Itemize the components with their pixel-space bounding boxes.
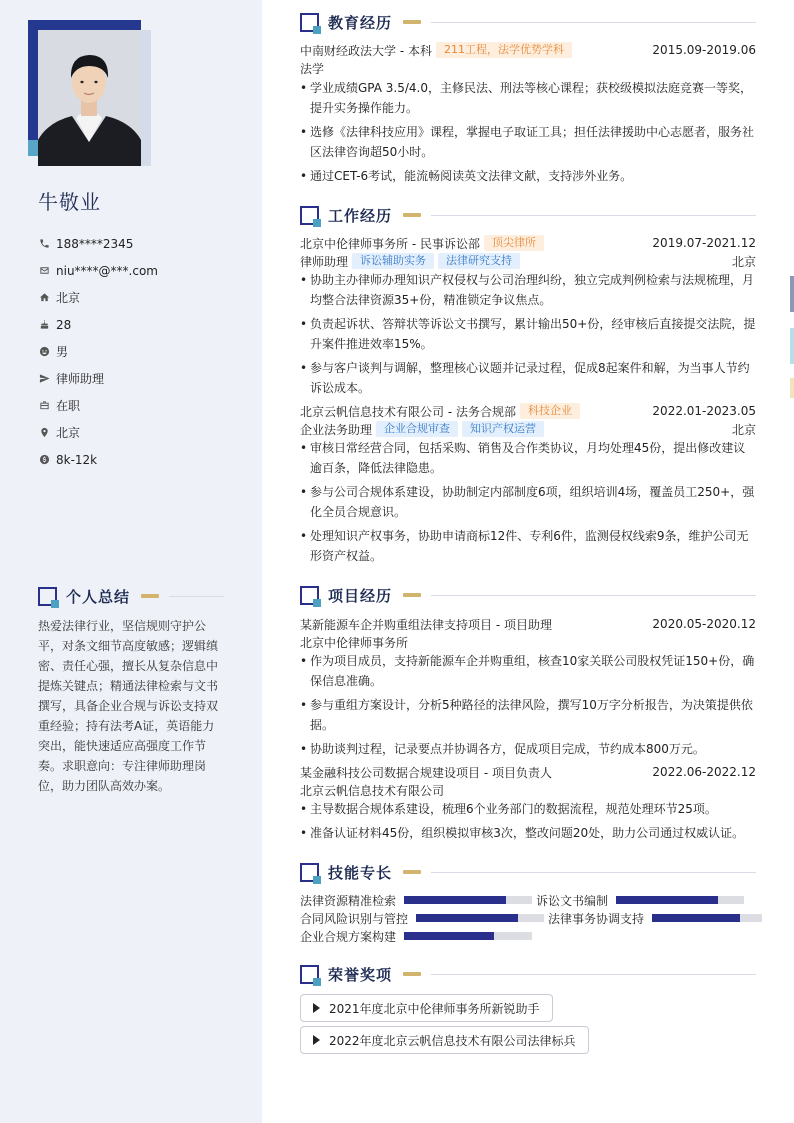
- job-2-date: 2022.01-2023.05: [652, 404, 756, 418]
- phone-icon: [38, 238, 50, 250]
- contact-info-list: [38, 230, 158, 473]
- skill-name: 合同风险识别与管控: [300, 911, 409, 926]
- profile-photo: [38, 30, 141, 166]
- edge-marker: [790, 276, 794, 312]
- projects-heading: [300, 584, 756, 606]
- honor-text: 2021年度北京中伦律师事务所新锐助手: [329, 1001, 540, 1016]
- list-item: • 学业成绩GPA 3.5/4.0，主修民法、刑法等核心课程；获校级模拟法庭竞赛一等奖，提升实务操作能力。: [300, 78, 756, 118]
- skill-bar-fill: [404, 896, 506, 904]
- skill-bar-track: [416, 914, 544, 922]
- job-2-tag: 科技企业: [520, 403, 580, 419]
- mail-icon: [38, 265, 50, 277]
- skill-item: [300, 891, 532, 909]
- heading-divider: [431, 595, 756, 596]
- project-2-bullets: [300, 799, 756, 847]
- education-major-row: [300, 59, 756, 77]
- job-2-header: [300, 402, 756, 420]
- list-item: • 主导数据合规体系建设，梳理6个业务部门的数据流程，规范处理环节25项。: [300, 799, 756, 819]
- list-item: • 作为项目成员，支持新能源车企并购重组，核查10家关联公司股权凭证150+份，确保信息准确。: [300, 651, 756, 691]
- info-location: [38, 419, 158, 446]
- job-1-skill-tag: 诉讼辅助实务: [352, 253, 434, 269]
- list-item: • 参与客户谈判与调解，整理核心议题并记录过程，促成8起案件和解，为当事人节约诉讼成本。: [300, 358, 756, 398]
- heading-divider: [431, 974, 756, 975]
- skill-item: [536, 891, 744, 909]
- job-2-role: 企业法务助理: [300, 422, 373, 437]
- section-square-icon: [300, 586, 319, 605]
- honors-heading: [300, 963, 756, 985]
- honors-title: 荣誉奖项: [328, 965, 393, 984]
- skill-item: [300, 927, 532, 945]
- honor-text: 2022年度北京云帆信息技术有限公司法律标兵: [329, 1033, 576, 1048]
- job-1-role-row: [300, 252, 756, 270]
- skill-name: 企业合规方案构建: [300, 929, 397, 944]
- money-icon: [38, 454, 50, 466]
- education-title: 教育经历: [328, 13, 393, 32]
- section-square-icon: [300, 863, 319, 882]
- info-email: [38, 257, 158, 284]
- candidate-name: 牛敬业: [38, 190, 101, 214]
- cake-icon: [38, 319, 50, 331]
- education-date: 2015.09-2019.06: [652, 43, 756, 57]
- list-item: • 参与重组方案设计，分析5种路径的法律风险，撰写10万字分析报告，为决策提供依据。: [300, 695, 756, 735]
- job-1-header: [300, 234, 756, 252]
- projects-title: 项目经历: [328, 586, 393, 605]
- project-1-org: 北京中伦律师事务所: [300, 635, 409, 650]
- info-status-text: 在职: [56, 399, 81, 413]
- info-position: [38, 365, 158, 392]
- job-2-city: 北京: [731, 422, 756, 437]
- photo-frame: [28, 20, 152, 168]
- face-icon: [38, 346, 50, 358]
- project-1-name: 某新能源车企并购重组法律支持项目 - 项目助理: [300, 617, 552, 632]
- job-2-skill-tag: 知识产权运营: [462, 421, 544, 437]
- project-2-org: 北京云帆信息技术有限公司: [300, 783, 445, 798]
- section-square-icon: [300, 206, 319, 225]
- heading-gold-bar: [403, 593, 421, 597]
- edge-marker: [790, 378, 794, 398]
- honor-item: [300, 994, 553, 1022]
- job-2-bullets: [300, 438, 756, 570]
- skill-bar-fill: [416, 914, 518, 922]
- briefcase-icon: [38, 400, 50, 412]
- heading-gold-bar: [403, 972, 421, 976]
- info-age: [38, 311, 158, 338]
- project-2-org-row: [300, 781, 756, 799]
- project-2-header: [300, 763, 756, 781]
- info-email-text: niu****@***.com: [56, 263, 158, 278]
- skill-bar-track: [404, 896, 532, 904]
- skill-bar-track: [404, 932, 532, 940]
- summary-text: 热爱法律行业，坚信规则守护公平，对条文细节高度敏感；逻辑缜密、责任心强，擅长从复杂信息中提炼关键点；精通法律检索与文书撰写，具备企业合规与诉讼支持双重经验；持有法考A证，英语能力突出，能快速适应高强度工作节奏。求职意向：专注律师助理岗位，助力团队高效办案。: [38, 619, 219, 793]
- heading-gold-bar: [403, 20, 421, 24]
- project-1-bullets: [300, 651, 756, 763]
- job-1-city: 北京: [731, 254, 756, 269]
- job-2-skill-tag: 企业合规审查: [376, 421, 458, 437]
- list-item: • 参与公司合规体系建设，协助制定内部制度6项，组织培训4场，覆盖员工250+，强化全员合规意识。: [300, 482, 756, 522]
- info-gender-text: 男: [56, 345, 69, 359]
- skills-title: 技能专长: [328, 863, 393, 882]
- project-1-header: [300, 615, 756, 633]
- location-icon: [38, 427, 50, 439]
- heading-divider: [431, 22, 756, 23]
- edge-marker: [790, 328, 794, 364]
- section-square-icon: [300, 965, 319, 984]
- work-heading: [300, 204, 756, 226]
- job-2-role-row: [300, 420, 756, 438]
- heading-divider: [431, 215, 756, 216]
- skill-item: [548, 909, 762, 927]
- play-triangle-icon: [313, 1035, 320, 1045]
- job-1-bullets: [300, 270, 756, 402]
- list-item: • 选修《法律科技应用》课程，掌握电子取证工具；担任法律援助中心志愿者，服务社区法律咨询超50小时。: [300, 122, 756, 162]
- job-1-skill-tag: 法律研究支持: [438, 253, 520, 269]
- list-item: • 准备认证材料45份，组织模拟审核3次，整改问题20处，助力公司通过权威认证。: [300, 823, 756, 843]
- skill-bar-track: [616, 896, 744, 904]
- info-age-text: 28: [56, 317, 72, 332]
- skill-name: 法律资源精准检索: [300, 893, 397, 908]
- info-home: [38, 284, 158, 311]
- play-triangle-icon: [313, 1003, 320, 1013]
- skill-name: 诉讼文书编制: [536, 893, 609, 908]
- project-1-date: 2020.05-2020.12: [652, 617, 756, 631]
- education-school: 中南财经政法大学 - 本科: [300, 43, 432, 58]
- education-major: 法学: [300, 61, 325, 76]
- skill-bar-fill: [404, 932, 494, 940]
- summary-title: 个人总结: [66, 587, 131, 606]
- section-square-icon: [38, 587, 57, 606]
- home-icon: [38, 292, 50, 304]
- send-icon: [38, 373, 50, 385]
- list-item: • 协助谈判过程，记录要点并协调各方，促成项目完成，节约成本800万元。: [300, 739, 756, 759]
- sidebar: [0, 0, 262, 1123]
- info-location-text: 北京: [56, 426, 81, 440]
- education-bullets: [300, 78, 756, 190]
- info-phone-text: 188****2345: [56, 236, 134, 251]
- heading-gold-bar: [141, 594, 159, 598]
- info-status: [38, 392, 158, 419]
- info-salary-text: 8k-12k: [56, 452, 98, 467]
- skill-bar-fill: [616, 896, 718, 904]
- education-school-row: [300, 41, 756, 59]
- heading-divider: [169, 596, 224, 597]
- section-square-icon: [300, 13, 319, 32]
- info-home-text: 北京: [56, 291, 81, 305]
- list-item: • 协助主办律师办理知识产权侵权与公司治理纠纷，独立完成判例检索与法规梳理，月均整合法律资源35+份，精准锁定争议焦点。: [300, 270, 756, 310]
- job-1-role: 律师助理: [300, 254, 349, 269]
- project-2-name: 某金融科技公司数据合规建设项目 - 项目负责人: [300, 765, 552, 780]
- heading-gold-bar: [403, 213, 421, 217]
- summary-heading: [38, 585, 224, 607]
- work-title: 工作经历: [328, 206, 393, 225]
- list-item: • 通过CET-6考试，能流畅阅读英文法律文献，支持涉外业务。: [300, 166, 756, 186]
- job-2-company: 北京云帆信息技术有限公司 - 法务合规部: [300, 404, 516, 419]
- honor-item: [300, 1026, 589, 1054]
- project-2-date: 2022.06-2022.12: [652, 765, 756, 779]
- list-item: • 审核日常经营合同，包括采购、销售及合作类协议，月均处理45份，提出修改建议逾百条，降低法律隐患。: [300, 438, 756, 478]
- info-phone: [38, 230, 158, 257]
- job-1-company: 北京中伦律师事务所 - 民事诉讼部: [300, 236, 480, 251]
- heading-divider: [431, 872, 756, 873]
- education-heading: [300, 11, 756, 33]
- job-1-tag: 顶尖律所: [484, 235, 544, 251]
- skill-bar-fill: [652, 914, 740, 922]
- heading-gold-bar: [403, 870, 421, 874]
- info-salary: [38, 446, 158, 473]
- info-gender: [38, 338, 158, 365]
- info-position-text: 律师助理: [56, 372, 105, 386]
- list-item: • 负责起诉状、答辩状等诉讼文书撰写，累计输出50+份，经审核后直接提交法院，提升案件推进效率15%。: [300, 314, 756, 354]
- list-item: • 处理知识产权事务，协助申请商标12件、专利6件，监测侵权线索9条，维护公司无形资产权益。: [300, 526, 756, 566]
- skill-item: [300, 909, 544, 927]
- project-1-org-row: [300, 633, 756, 651]
- skills-heading: [300, 861, 756, 883]
- education-tag: 211工程，法学优势学科: [436, 42, 572, 58]
- skill-bar-track: [652, 914, 762, 922]
- job-1-date: 2019.07-2021.12: [652, 236, 756, 250]
- skill-name: 法律事务协调支持: [548, 911, 645, 926]
